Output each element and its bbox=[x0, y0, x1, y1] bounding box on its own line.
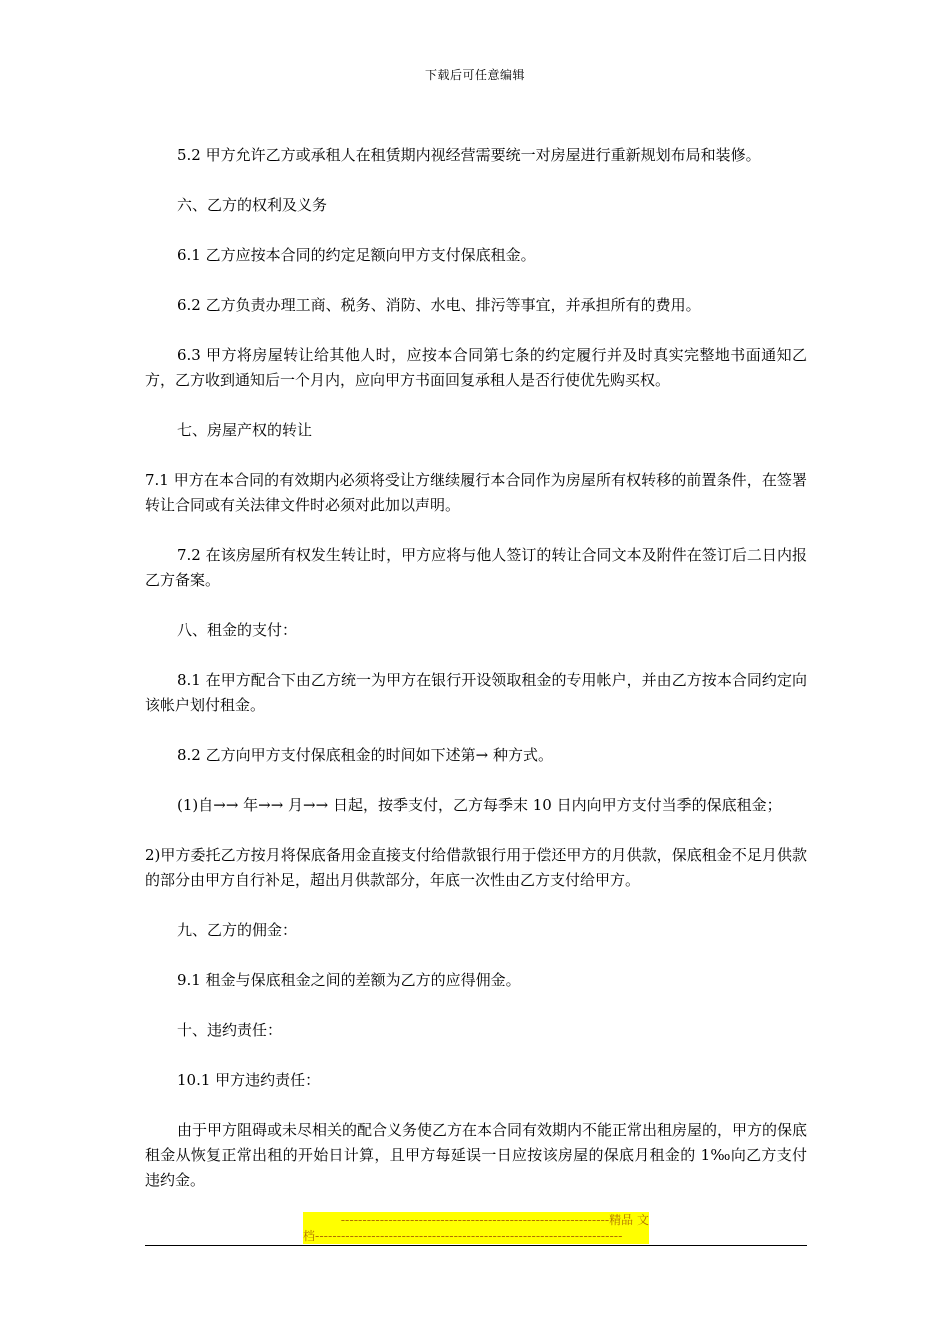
section-heading: 七、房屋产权的转让 bbox=[177, 421, 313, 439]
paragraph: 由于甲方阻碍或未尽相关的配合义务使乙方在本合同有效期内不能正常出租房屋的，甲方的保底租金从恢复正常出租的开始日计算，且甲方每延误一日应按该房屋的保底月租金的 1‰向乙方支付违约金。 bbox=[145, 1121, 808, 1189]
footer-watermark-line2: 档----------------------------------------------------------------------- bbox=[303, 1228, 649, 1244]
paragraph: (1)自→→ 年→→ 月→→ 日起，按季支付，乙方每季末 10 日内向甲方支付当季的保底租金； bbox=[177, 796, 782, 814]
paragraph: 8.2 乙方向甲方支付保底租金的时间如下述第→ 种方式。 bbox=[177, 746, 553, 764]
paragraph: 2)甲方委托乙方按月将保底备用金直接支付给借款银行用于偿还甲方的月供款，保底租金不足月供款的部分由甲方自行补足，超出月供款部分，年底一次性由乙方支付给甲方。 bbox=[145, 846, 807, 889]
document-body bbox=[145, 143, 807, 1218]
page-header: 下载后可任意编辑 bbox=[424, 68, 525, 82]
paragraph: 10.1 甲方违约责任： bbox=[177, 1071, 321, 1089]
paragraph: 5.2 甲方允许乙方或承租人在租赁期内视经营需要统一对房屋进行重新规划布局和装修。 bbox=[177, 146, 761, 164]
paragraph: 9.1 租金与保底租金之间的差额为乙方的应得佣金。 bbox=[177, 971, 521, 989]
paragraph: 7.2 在该房屋所有权发生转让时，甲方应将与他人签订的转让合同文本及附件在签订后二日内报乙方备案。 bbox=[145, 546, 807, 589]
section-heading: 九、乙方的佣金： bbox=[177, 921, 298, 939]
footer-rule bbox=[145, 1245, 807, 1246]
paragraph: 7.1 甲方在本合同的有效期内必须将受让方继续履行本合同作为房屋所有权转移的前置条件，在签署转让合同或有关法律文件时必须对此加以声明。 bbox=[145, 471, 807, 514]
section-heading: 八、租金的支付： bbox=[177, 621, 298, 639]
paragraph: 8.1 在甲方配合下由乙方统一为甲方在银行开设领取租金的专用帐户，并由乙方按本合同约定向该帐户划付租金。 bbox=[145, 671, 807, 714]
footer-watermark-line1: --------------------------------------------------------------精品 文 bbox=[303, 1212, 649, 1228]
paragraph: 6.1 乙方应按本合同的约定足额向甲方支付保底租金。 bbox=[177, 246, 536, 264]
section-heading: 六、乙方的权利及义务 bbox=[177, 196, 328, 214]
section-heading: 十、违约责任： bbox=[177, 1021, 283, 1039]
paragraph: 6.2 乙方负责办理工商、税务、消防、水电、排污等事宜，并承担所有的费用。 bbox=[177, 296, 701, 314]
paragraph: 6.3 甲方将房屋转让给其他人时，应按本合同第七条的约定履行并及时真实完整地书面通知乙方，乙方收到通知后一个月内，应向甲方书面回复承租人是否行使优先购买权。 bbox=[145, 346, 807, 389]
